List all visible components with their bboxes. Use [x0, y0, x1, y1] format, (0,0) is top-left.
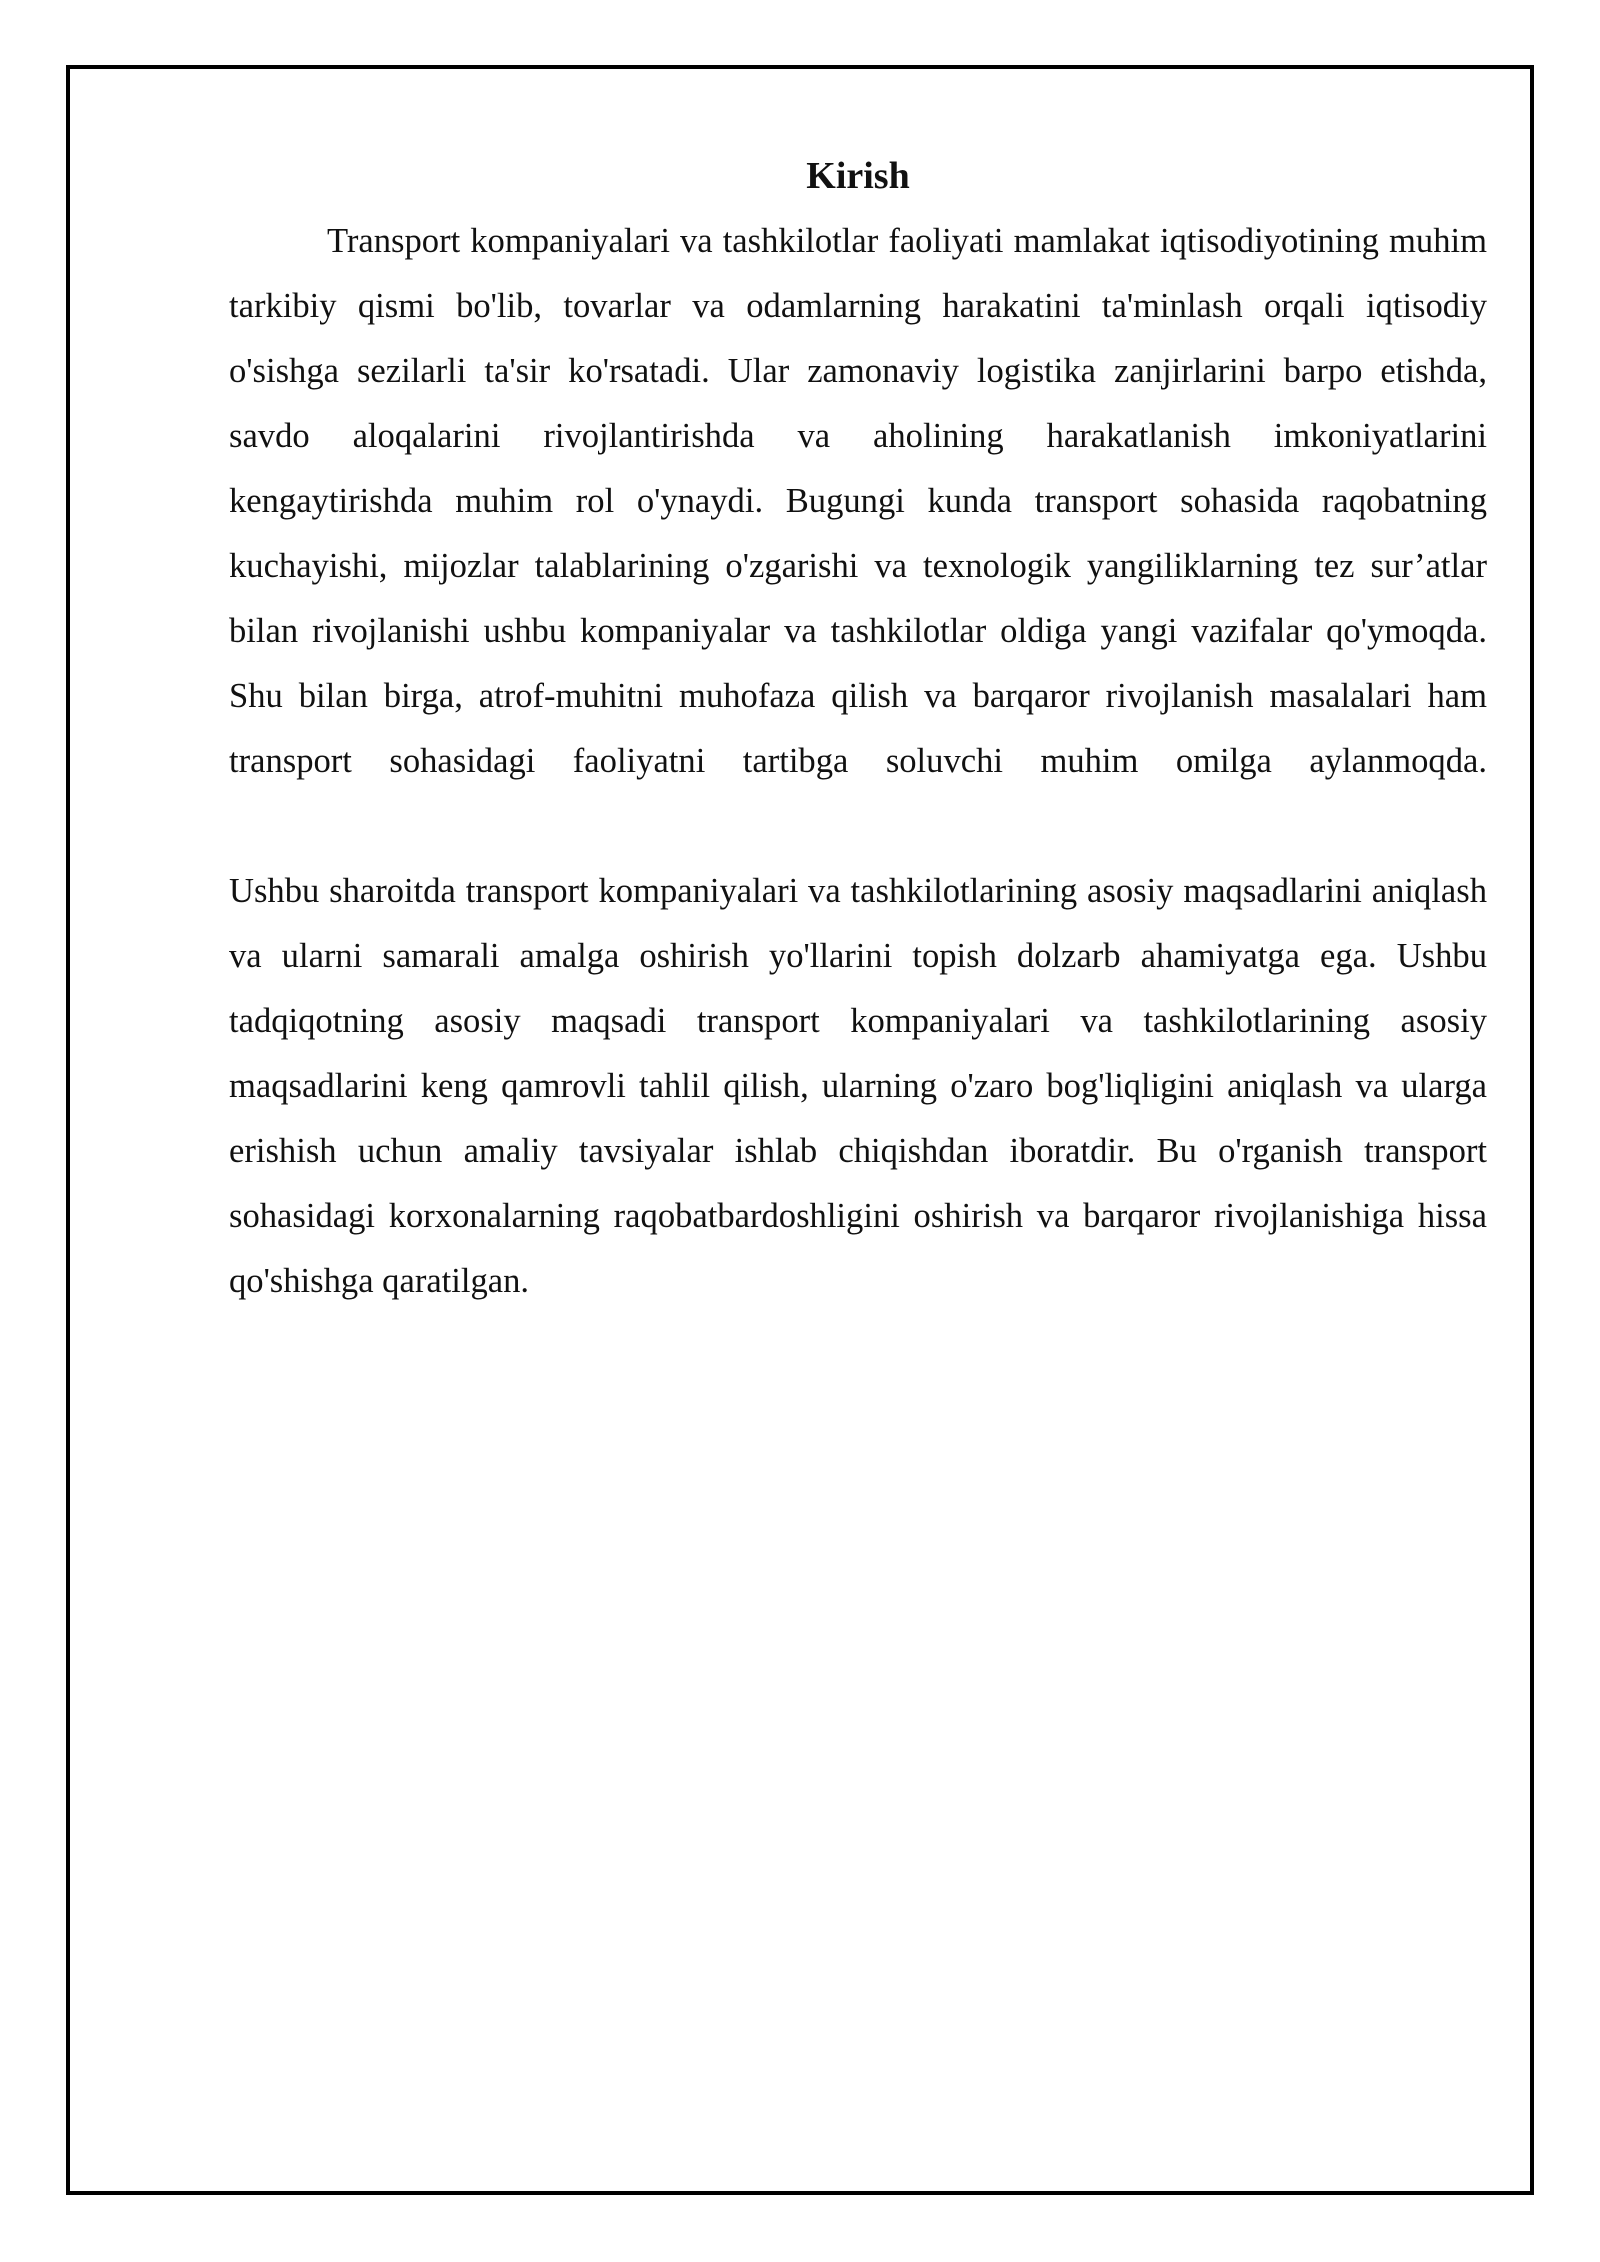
document-body: [229, 144, 1487, 1314]
page-title: Kirish: [806, 155, 910, 197]
paragraph-intro: Transport kompaniyalari va tashkilotlar faoliyati mamlakat iqtisodiyotining muhim tarkibiy qismi bo'lib, tovarlar va odamlarning harakatini ta'minlash orqali iqtisodiy o'sishga sezilarli ta'sir ko'rsatadi. Ular zamonaviy logistika zanjirlarini barpo etishda, savdo aloqalarini rivojlantirishda va aholining harakatlanish imkoniyatlarini kengaytirishda muhim rol o'ynaydi. Bugungi kunda transport sohasida raqobatning kuchayishi, mijozlar talablarining o'zgarishi va texnologik yangiliklarning tez sur’atlar bilan rivojlanishi ushbu kompaniyalar va tashkilotlar oldiga yangi vazifalar qo'ymoqda. Shu bilan birga, atrof-muhitni muhofaza qilish va barqaror rivojlanish masalalari ham transport sohasidagi faoliyatni tartibga soluvchi muhim omilga aylanmoqda.: [229, 222, 1487, 780]
paragraph-spacer: [229, 794, 1487, 859]
paragraph-purpose: Ushbu sharoitda transport kompaniyalari va tashkilotlarining asosiy maqsadlarini aniqlash va ularni samarali amalga oshirish yo'llarini topish dolzarb ahamiyatga ega. Ushbu tadqiqotning asosiy maqsadi transport kompaniyalari va tashkilotlarining asosiy maqsadlarini keng qamrovli tahlil qilish, ularning o'zaro bog'liqligini aniqlash va ularga erishish uchun amaliy tavsiyalar ishlab chiqishdan iboratdir. Bu o'rganish transport sohasidagi korxonalarning raqobatbardoshligini oshirish va barqaror rivojlanishiga hissa qo'shishga qaratilgan.: [229, 872, 1487, 1300]
